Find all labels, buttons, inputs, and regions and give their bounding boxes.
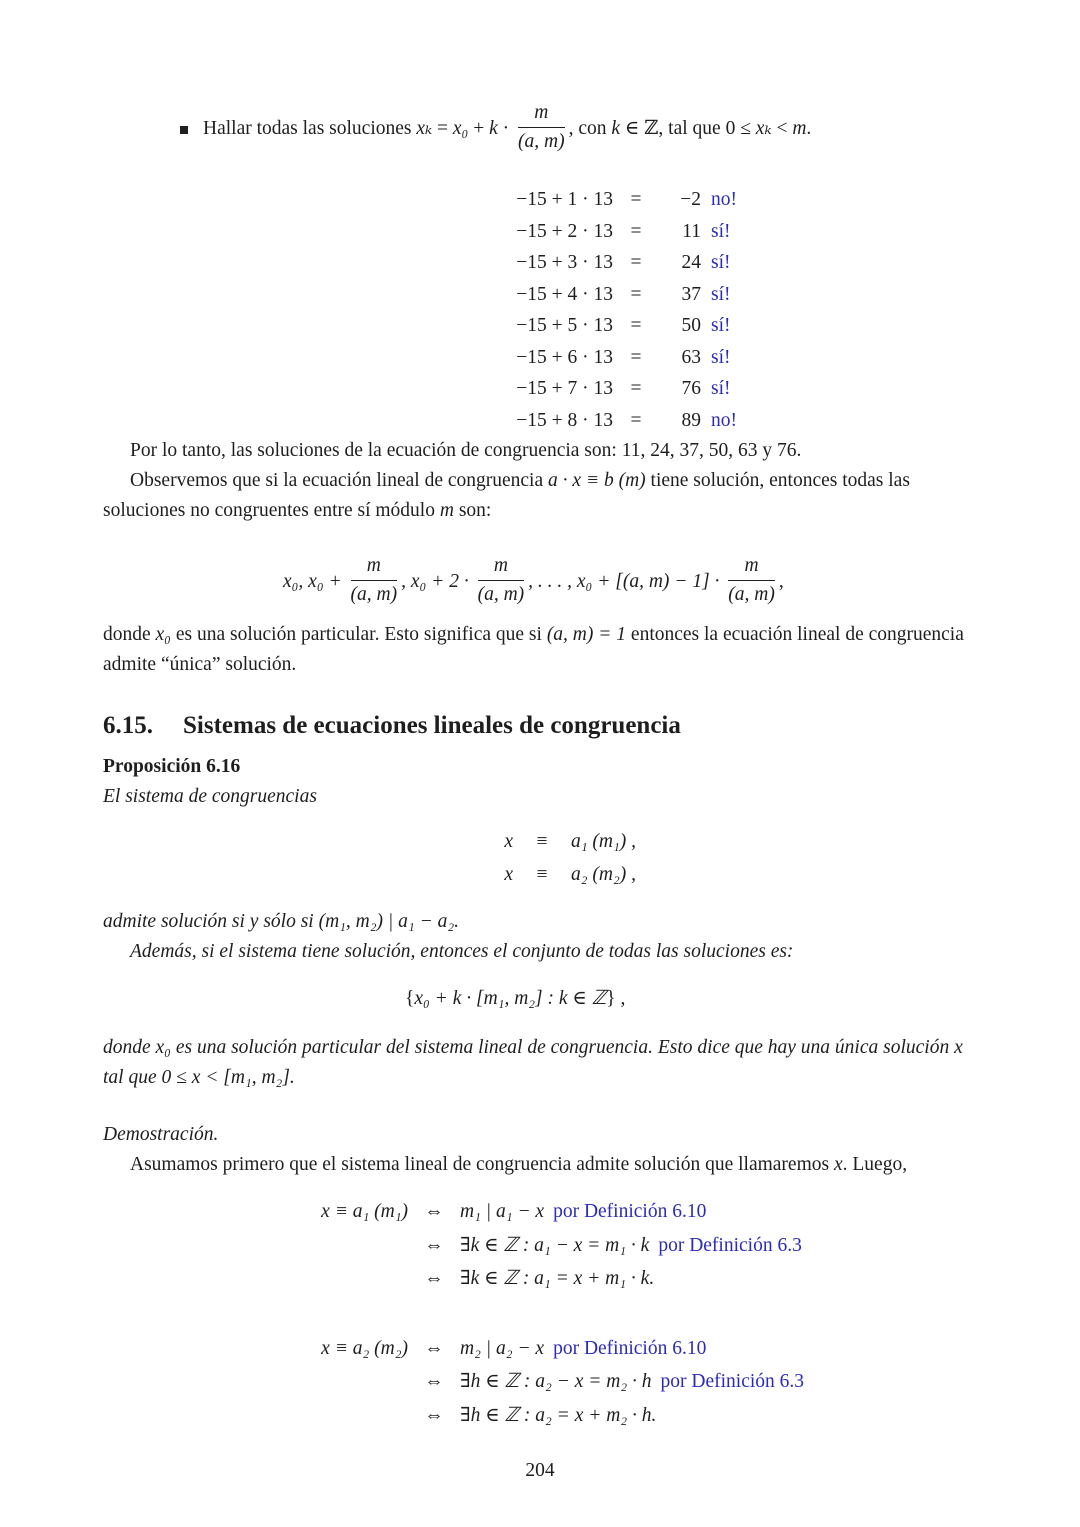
system-rhs: a₂ (m₂) , xyxy=(571,864,637,885)
system-rhs: a₁ (m₁) , xyxy=(571,831,637,852)
paragraph-por-lo-tanto: Por lo tanto, las soluciones de la ecuación de congruencia son: 11, 24, 37, 50, 63 y 76. xyxy=(130,440,802,461)
page-number: 204 xyxy=(525,1460,555,1481)
section-number: 6.15. xyxy=(103,712,153,739)
bullet-item xyxy=(180,98,977,160)
proof-lhs: x ≡ a₁ (m₁) xyxy=(321,1201,408,1222)
proof-block-1 xyxy=(278,1195,802,1296)
solution-lhs: −15 + 4 · 13 xyxy=(516,283,613,305)
proof-math: ∃k ∈ ℤ : a₁ = x + m₁ · k. xyxy=(460,1268,655,1289)
proof-row xyxy=(278,1399,804,1433)
proof-lhs: x ≡ a₂ (m₂) xyxy=(321,1337,408,1359)
system-lhs: x xyxy=(504,864,513,885)
proof-statement xyxy=(460,1262,802,1296)
proof-math: ∃k ∈ ℤ : a₁ − x = m₁ · k xyxy=(460,1234,650,1256)
proof-note: por Definición 6.10 xyxy=(553,1201,707,1222)
proof-row xyxy=(278,1262,802,1296)
solution-value: −2 xyxy=(680,189,701,210)
iff-arrow: ⇔ xyxy=(424,1404,444,1426)
iff-arrow: ⇔ xyxy=(424,1337,444,1359)
equals-sign: = xyxy=(630,378,642,399)
equals-sign: = xyxy=(630,346,642,368)
proof-statement xyxy=(460,1399,804,1433)
proof-note: por Definición 6.3 xyxy=(658,1234,802,1256)
solution-verdict: sí! xyxy=(711,252,731,273)
equals-sign: = xyxy=(630,315,642,336)
proof-row xyxy=(278,1332,804,1366)
proof-math: ∃h ∈ ℤ : a₂ − x = m₂ · h xyxy=(460,1371,652,1392)
solution-row xyxy=(495,373,737,405)
solution-lhs: −15 + 7 · 13 xyxy=(516,378,613,399)
paragraph-observemos: Observemos que si la ecuación lineal de congruencia a · x ≡ b (m) tiene solución, entonces todas las soluciones no congruentes entre sí módulo m son: xyxy=(103,470,910,521)
section-heading xyxy=(103,709,977,743)
solution-row xyxy=(495,279,737,311)
bullet-square-icon xyxy=(180,126,188,134)
solutions-list xyxy=(495,184,737,436)
fraction: $\frac{m}{(a, m)}$ xyxy=(518,101,565,152)
proof-lhs xyxy=(278,1399,408,1433)
solution-value: 37 xyxy=(681,283,701,305)
proposition-heading: Proposición 6.16 xyxy=(103,756,241,777)
set-display-formula: {x₀ + k · [m₁, m₂] : k ∈ ℤ} , xyxy=(405,988,626,1009)
solution-value: 50 xyxy=(681,315,701,336)
solution-lhs: −15 + 1 · 13 xyxy=(516,189,613,210)
proposition-body-2: Además, si el sistema tiene solución, entonces el conjunto de todas las soluciones es: xyxy=(130,941,794,962)
solution-verdict: sí! xyxy=(711,346,731,368)
fraction: $\frac{m}{(a, m)}$ xyxy=(728,555,775,605)
solution-value: 63 xyxy=(681,346,701,368)
proof-lhs xyxy=(278,1365,408,1399)
system-lhs: x xyxy=(504,831,513,852)
solution-lhs: −15 + 8 · 13 xyxy=(516,409,613,431)
solution-row xyxy=(495,405,737,437)
proof-statement xyxy=(460,1229,802,1263)
solution-lhs: −15 + 6 · 13 xyxy=(516,346,613,368)
section-title: Sistemas de ecuaciones lineales de congruencia xyxy=(183,712,681,739)
proof-statement xyxy=(460,1365,804,1399)
proposition-intro: El sistema de congruencias xyxy=(103,786,317,807)
iff-arrow: ⇔ xyxy=(424,1268,444,1289)
proof-row xyxy=(278,1229,802,1263)
proof-statement xyxy=(460,1195,802,1229)
proof-lhs xyxy=(278,1262,408,1296)
proof-note: por Definición 6.3 xyxy=(660,1371,805,1392)
solution-row xyxy=(495,184,737,216)
system-row xyxy=(495,858,636,891)
solution-row xyxy=(495,342,737,374)
fraction: $\frac{m}{(a, m)}$ xyxy=(350,555,398,605)
solution-verdict: sí! xyxy=(711,378,731,399)
solution-value: 11 xyxy=(682,220,701,242)
iff-arrow: ⇔ xyxy=(424,1201,444,1222)
proof-row xyxy=(278,1195,802,1229)
proof-intro: Asumamos primero que el sistema lineal de congruencia admite solución que llamaremos x. Luego, xyxy=(130,1154,908,1175)
proof-row xyxy=(278,1365,804,1399)
solution-row xyxy=(495,310,737,342)
solution-verdict: no! xyxy=(711,409,737,431)
solution-lhs: −15 + 2 · 13 xyxy=(516,220,613,242)
proof-lhs xyxy=(278,1229,408,1263)
iff-arrow: ⇔ xyxy=(424,1234,444,1256)
proof-note: por Definición 6.10 xyxy=(553,1337,707,1359)
solution-value: 89 xyxy=(681,409,701,431)
solution-verdict: sí! xyxy=(711,220,731,242)
solution-verdict: sí! xyxy=(711,315,731,336)
proof-block-2 xyxy=(278,1332,804,1433)
equals-sign: = xyxy=(630,252,642,273)
system-row xyxy=(495,825,636,858)
iff-arrow: ⇔ xyxy=(424,1371,444,1392)
solution-lhs: −15 + 3 · 13 xyxy=(516,252,613,273)
fraction: $\frac{m}{(a, m)}$ xyxy=(477,555,525,605)
proof-math: ∃h ∈ ℤ : a₂ = x + m₂ · h. xyxy=(460,1404,657,1426)
display-formula-solutions: x₀, x₀ + $\frac{m}{(a, m)}$ , x₀ + 2 · $\frac{m}{(a, m)}$ , . . . , x₀ + [(a, m) − 1] · $\frac{m}{(a, m)}$ , xyxy=(283,543,784,620)
equiv-sign: ≡ xyxy=(536,831,548,852)
bullet-formula: Hallar todas las soluciones xₖ = x₀ + k · $\frac{m}{(a, m)}$ , con k ∈ ℤ, tal que 0 ≤ xₖ < m. xyxy=(203,102,811,157)
equals-sign: = xyxy=(630,189,642,210)
equiv-sign: ≡ xyxy=(536,864,548,885)
proof-math: m₂ | a₂ − x xyxy=(460,1337,545,1359)
proof-math: m₁ | a₁ − x xyxy=(460,1201,545,1222)
equals-sign: = xyxy=(630,409,642,431)
proposition-body-3: donde x₀ es una solución particular del sistema lineal de congruencia. Esto dice que hay una única solución x tal que 0 ≤ x < [m₁, m₂]. xyxy=(103,1037,963,1088)
solution-lhs: −15 + 5 · 13 xyxy=(516,315,613,336)
solution-verdict: no! xyxy=(711,189,737,210)
proof-statement xyxy=(460,1332,804,1366)
equals-sign: = xyxy=(630,283,642,305)
solution-row xyxy=(495,247,737,279)
solution-verdict: sí! xyxy=(711,283,731,305)
solution-value: 24 xyxy=(681,252,701,273)
proof-label: Demostración. xyxy=(103,1124,219,1145)
congruence-system xyxy=(495,825,636,891)
proposition-body-1: admite solución si y sólo si (m₁, m₂) | a₁ − a₂. xyxy=(103,911,459,932)
paragraph-donde-x0: donde x₀ es una solución particular. Esto significa que si (a, m) = 1 entonces la ecuación lineal de congruencia admite “única” solución. xyxy=(103,624,964,675)
equals-sign: = xyxy=(630,220,642,242)
solution-value: 76 xyxy=(681,378,701,399)
solution-row xyxy=(495,216,737,248)
